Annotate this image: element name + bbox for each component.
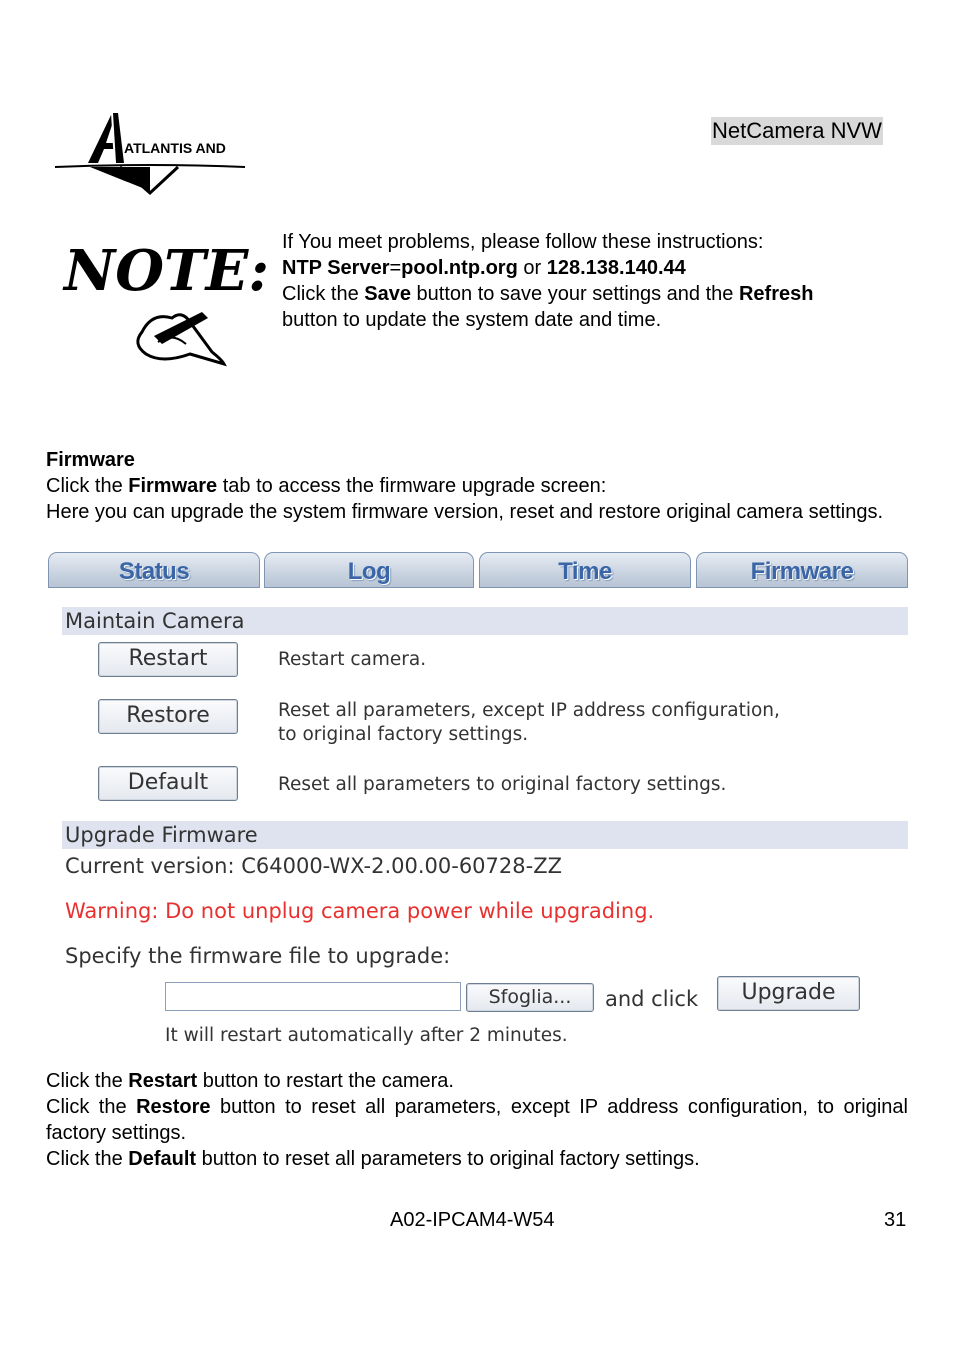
default-word: Default (128, 1148, 197, 1170)
tab-label: Firmware (750, 558, 854, 585)
text-fragment: button to restart the camera. (197, 1070, 454, 1092)
text-fragment: button to reset all parameters to original factory settings. (196, 1148, 700, 1170)
bottom-instructions (46, 1068, 908, 1172)
tab-label: Log (347, 558, 391, 585)
firmware-file-input[interactable] (165, 982, 461, 1011)
atlantis-logo (50, 105, 250, 200)
note-text-fragment: button to save your settings and the (410, 283, 739, 305)
ntp-eq: = (389, 257, 402, 279)
and-click-label: and click (605, 987, 699, 1011)
restart-word: Restart (128, 1070, 198, 1092)
ntp-ip: 128.138.140.44 (546, 257, 686, 279)
document-title: NetCamera NVW (712, 118, 882, 143)
firmware-word: Firmware (128, 475, 218, 497)
footer-model: A02-IPCAM4-W54 (390, 1209, 555, 1231)
specify-label: Specify the firmware file to upgrade: (65, 944, 451, 968)
restore-word: Restore (136, 1096, 211, 1118)
tab-status[interactable] (48, 552, 260, 588)
text-fragment: Click the (46, 475, 129, 497)
page-number: 31 (884, 1209, 907, 1231)
upgrade-firmware-header: Upgrade Firmware (62, 821, 908, 849)
tab-label: Time (558, 558, 612, 585)
text-fragment: Click the (46, 1070, 129, 1092)
save-word: Save (364, 283, 411, 305)
default-button[interactable]: Default (98, 766, 238, 801)
restore-instruction (46, 1094, 908, 1146)
tab-label: Status (118, 558, 190, 585)
default-instruction (46, 1146, 908, 1172)
note-text (282, 229, 907, 333)
note-line-2 (282, 255, 907, 281)
ntp-label: NTP Server (282, 257, 390, 279)
restart-note: It will restart automatically after 2 minutes. (165, 1025, 568, 1046)
tab-log[interactable] (264, 552, 474, 588)
text-fragment: button to reset all parameters, except IP address configuration, to original factory settings. (46, 1096, 909, 1144)
text-fragment: tab to access the firmware upgrade screen: (217, 475, 607, 497)
current-version: Current version: C64000-WX-2.00.00-60728-ZZ (65, 854, 562, 878)
note-line-1: If You meet problems, please follow these instructions: (282, 231, 764, 253)
warning-text: Warning: Do not unplug camera power while upgrading. (65, 899, 655, 923)
tab-firmware[interactable] (696, 552, 908, 588)
firmware-intro-line (46, 473, 908, 499)
restore-description-2: to original factory settings. (278, 724, 529, 745)
note-line-4: button to update the system date and time. (282, 309, 662, 331)
note-text-fragment: Click the (282, 283, 365, 305)
firmware-section (46, 447, 908, 525)
upgrade-button[interactable]: Upgrade (717, 976, 860, 1011)
text-fragment: Click the (46, 1096, 137, 1118)
note-line-3 (282, 281, 907, 307)
ntp-value: pool.ntp.org (401, 257, 518, 279)
restart-button[interactable]: Restart (98, 642, 238, 677)
text-fragment: Click the (46, 1148, 129, 1170)
restart-description: Restart camera. (278, 649, 427, 670)
firmware-heading: Firmware (46, 449, 135, 471)
note-image-text: NOTE: (64, 238, 269, 304)
restart-instruction (46, 1068, 908, 1094)
tab-time[interactable] (479, 552, 691, 588)
firmware-description: Here you can upgrade the system firmware version, reset and restore original camera settings. (46, 501, 884, 523)
default-description: Reset all parameters to original factory settings. (278, 774, 727, 795)
note-hand-icon (62, 232, 269, 367)
restore-description-1: Reset all parameters, except IP address configuration, (278, 700, 780, 721)
restore-button[interactable]: Restore (98, 699, 238, 734)
firmware-screen (46, 552, 908, 1052)
logo-text: ATLANTIS AND (124, 140, 226, 156)
browse-button[interactable]: Sfoglia... (466, 983, 594, 1012)
ntp-or: or (517, 257, 547, 279)
refresh-word: Refresh (738, 283, 814, 305)
maintain-camera-header: Maintain Camera (62, 607, 908, 635)
